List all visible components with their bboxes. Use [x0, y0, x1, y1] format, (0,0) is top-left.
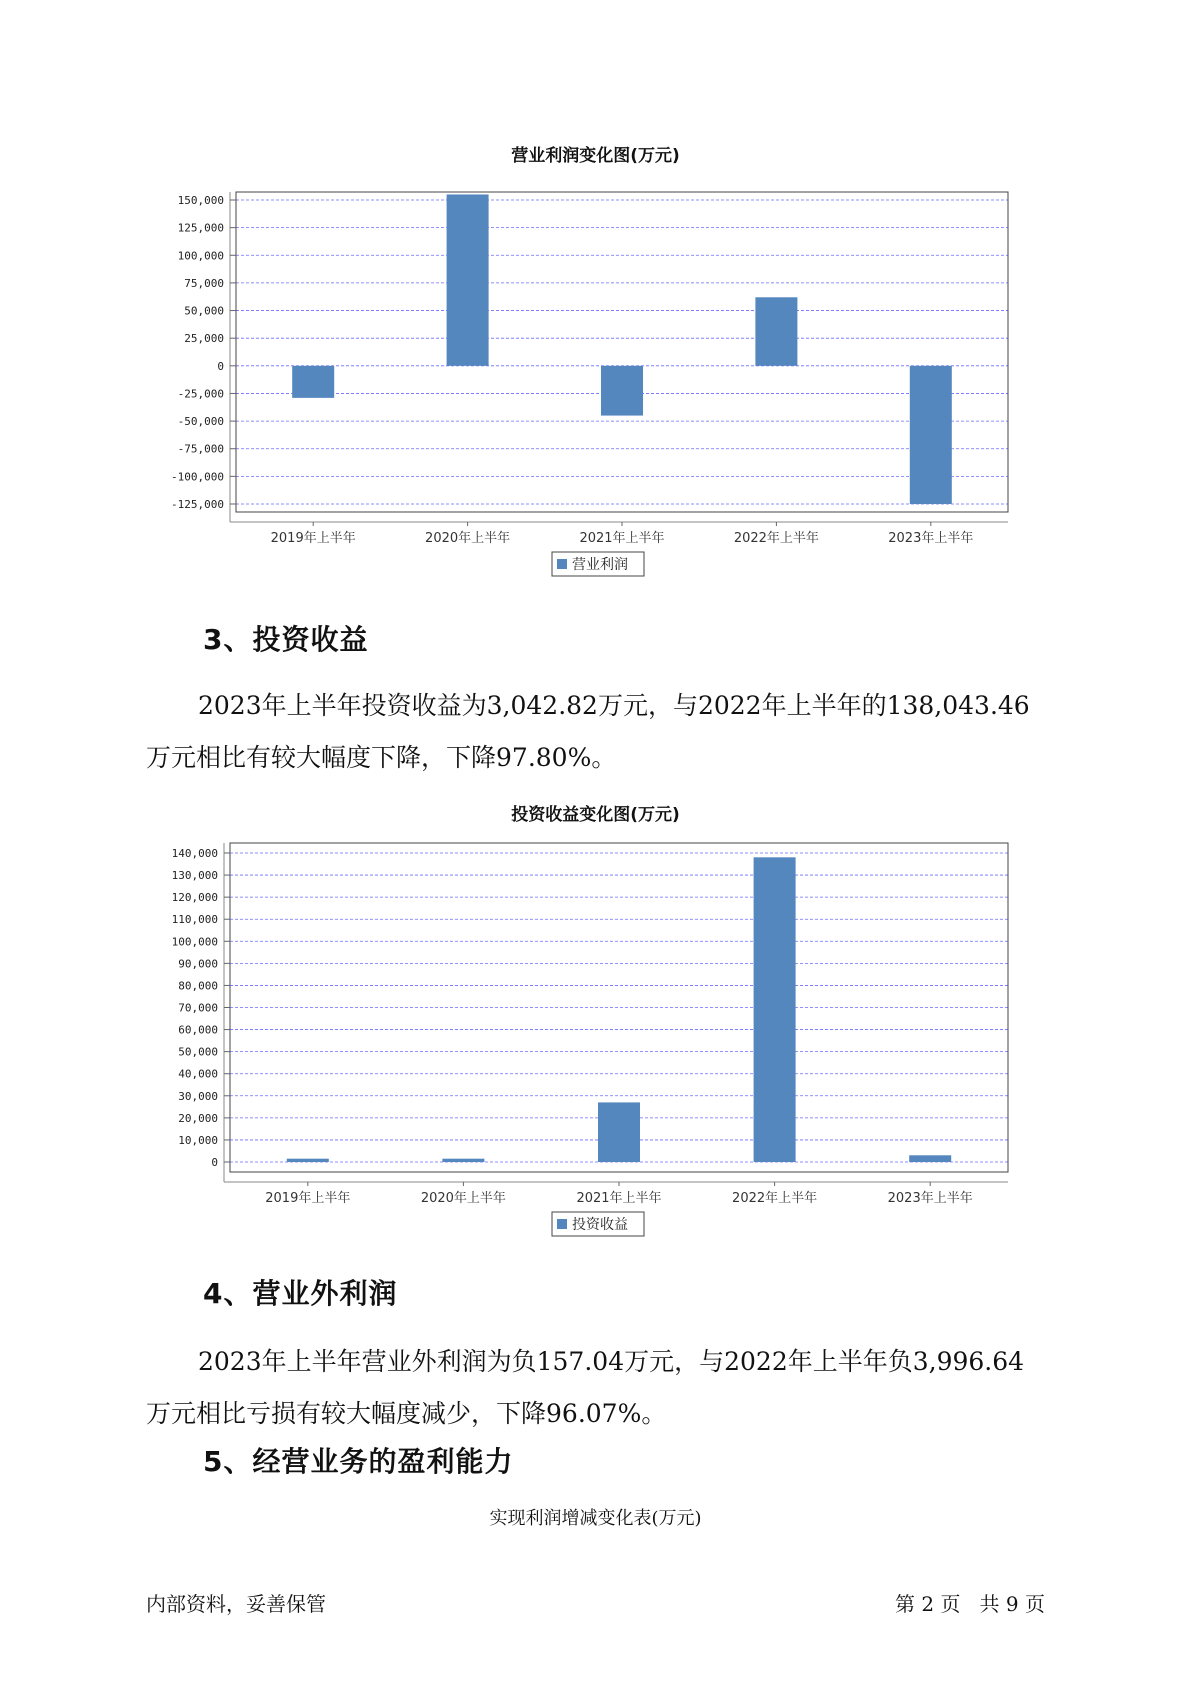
y-tick-label: 25,000	[184, 332, 224, 346]
y-tick-label: 120,000	[171, 891, 218, 905]
bar	[910, 366, 952, 504]
bar	[754, 857, 796, 1162]
section-3-paragraph	[146, 680, 1066, 784]
x-tick-label: 2021年上半年	[576, 1191, 662, 1206]
y-tick-label: 130,000	[171, 869, 218, 883]
bar	[292, 366, 334, 398]
y-tick-label: 0	[217, 359, 224, 373]
y-tick-label: 70,000	[178, 1001, 218, 1015]
y-tick-label: 75,000	[184, 276, 224, 290]
table-caption: 实现利润增减变化表(万元)	[489, 1508, 702, 1529]
y-tick-label: 100,000	[177, 249, 224, 263]
y-tick-label: 50,000	[178, 1045, 218, 1059]
footer-page-number: 第 2 页 共 9 页	[895, 1592, 1045, 1616]
investment-income-chart	[0, 830, 1191, 1240]
x-tick-label: 2023年上半年	[888, 531, 974, 546]
bar	[601, 366, 643, 416]
y-tick-label: 0	[211, 1156, 218, 1169]
legend-label: 营业利润	[572, 557, 628, 573]
y-tick-label: 125,000	[177, 221, 224, 235]
footer-confidential-note: 内部资料，妥善保管	[146, 1592, 326, 1616]
y-tick-label: 100,000	[171, 935, 218, 949]
y-tick-label: 50,000	[184, 304, 224, 318]
y-tick-label: -25,000	[177, 387, 224, 401]
x-tick-label: 2019年上半年	[265, 1191, 351, 1206]
y-tick-label: -50,000	[177, 415, 224, 429]
y-tick-label: 40,000	[178, 1067, 218, 1081]
bar	[755, 297, 797, 366]
y-tick-label: 80,000	[178, 979, 218, 993]
bar	[598, 1102, 640, 1162]
section-4-line-1: 2023年上半年营业外利润为负157.04万元，与2022年上半年负3,996.64	[198, 1347, 1025, 1376]
y-tick-label: 60,000	[178, 1023, 218, 1037]
x-tick-label: 2022年上半年	[732, 1191, 818, 1206]
x-tick-label: 2019年上半年	[270, 531, 356, 546]
y-tick-label: 20,000	[178, 1111, 218, 1125]
y-tick-label: -125,000	[171, 498, 224, 511]
x-tick-label: 2020年上半年	[420, 1191, 506, 1206]
legend-label: 投资收益	[572, 1217, 628, 1233]
plot-area	[236, 192, 1008, 512]
y-tick-label: 110,000	[171, 913, 218, 927]
bar	[442, 1159, 484, 1162]
y-tick-label: 30,000	[178, 1089, 218, 1103]
y-tick-label: 140,000	[171, 847, 218, 860]
bar	[447, 194, 489, 365]
y-tick-label: 10,000	[178, 1133, 218, 1147]
legend-swatch	[557, 559, 567, 569]
y-tick-label: 150,000	[177, 194, 224, 207]
bar	[287, 1159, 329, 1162]
y-tick-label: -75,000	[177, 442, 224, 456]
section-3-line-1: 2023年上半年投资收益为3,042.82万元，与2022年上半年的138,043.46	[198, 691, 1030, 720]
x-tick-label: 2021年上半年	[579, 531, 665, 546]
legend-swatch	[557, 1219, 567, 1229]
section-3-heading: 3、投资收益	[203, 623, 369, 656]
investment-income-chart-title: 投资收益变化图(万元)	[511, 805, 680, 825]
section-4-line-2: 万元相比亏损有较大幅度减少，下降96.07%。	[146, 1399, 667, 1428]
operating-profit-chart-title: 营业利润变化图(万元)	[511, 146, 680, 166]
x-tick-label: 2020年上半年	[425, 531, 511, 546]
section-5-heading: 5、经营业务的盈利能力	[203, 1445, 514, 1478]
x-tick-label: 2022年上半年	[733, 531, 819, 546]
section-4-heading: 4、营业外利润	[203, 1277, 398, 1310]
bar	[909, 1155, 951, 1162]
y-tick-label: 90,000	[178, 957, 218, 971]
section-3-line-2: 万元相比有较大幅度下降，下降97.80%。	[146, 743, 617, 772]
x-tick-label: 2023年上半年	[887, 1191, 973, 1206]
section-4-paragraph	[146, 1336, 1066, 1440]
operating-profit-chart	[0, 170, 1191, 590]
y-tick-label: -100,000	[171, 470, 224, 484]
